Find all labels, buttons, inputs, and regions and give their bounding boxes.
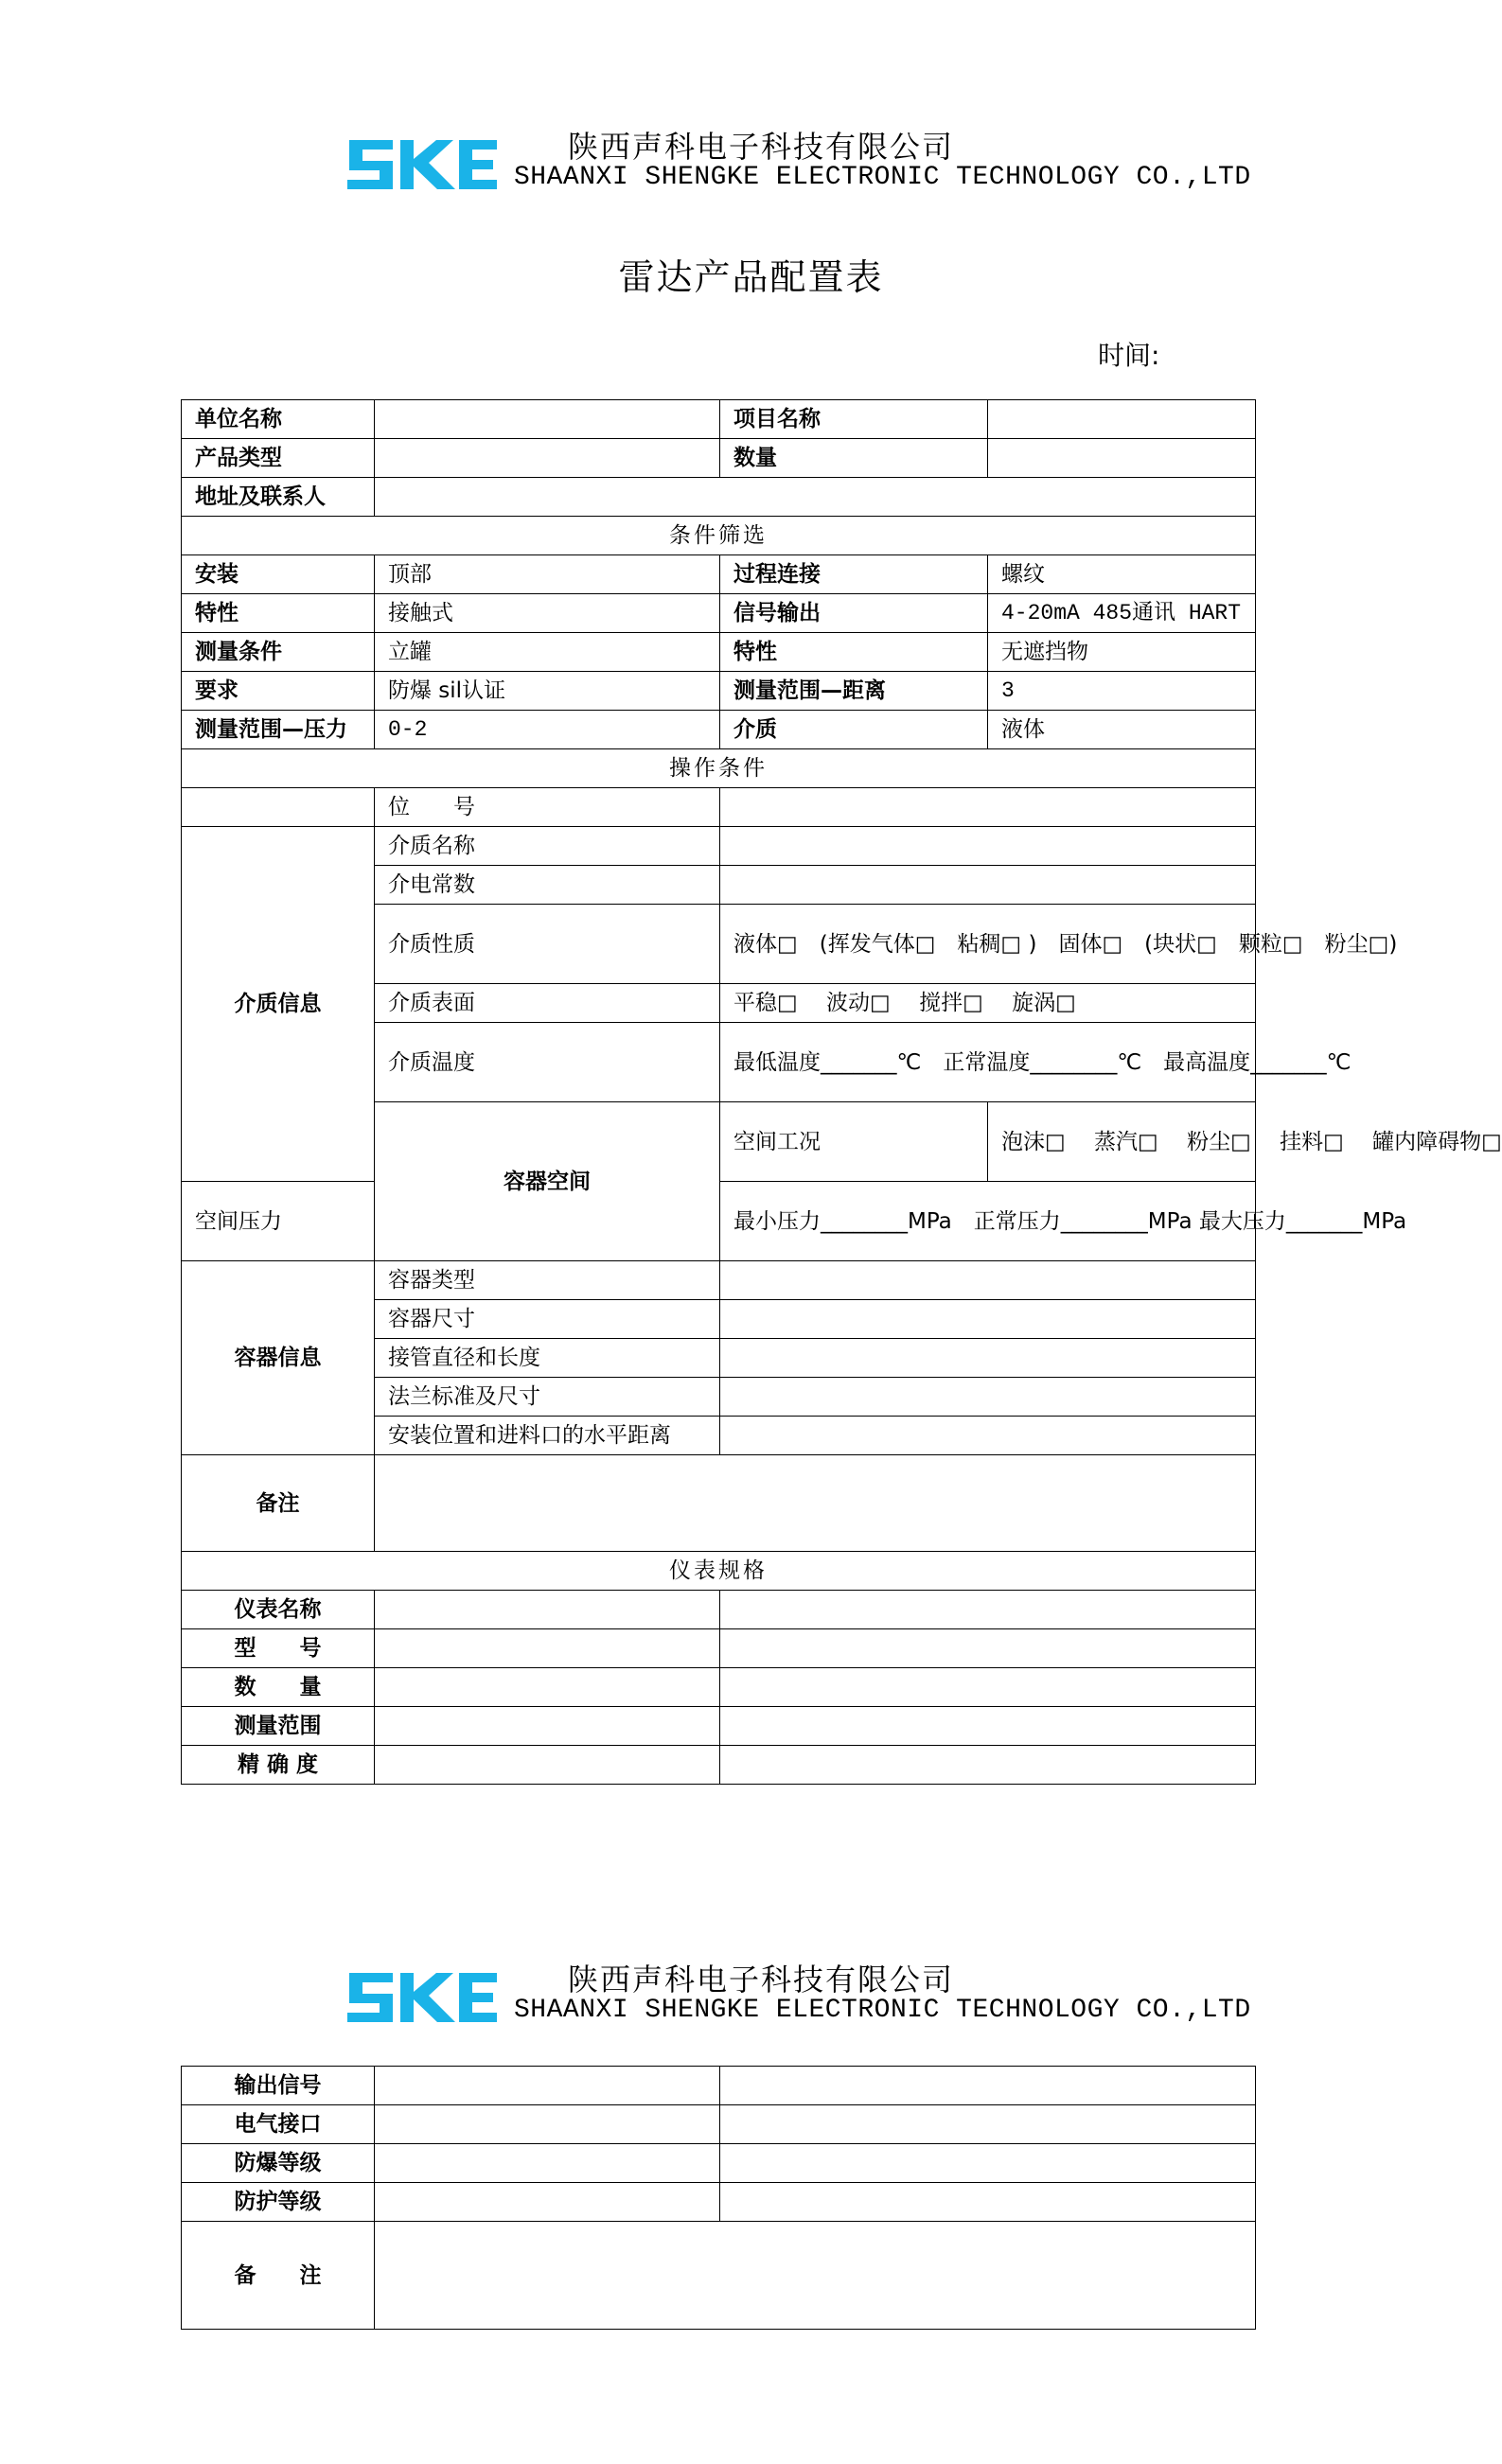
- nozzle-label: 接管直径和长度: [375, 1339, 720, 1378]
- spec-field[interactable]: [720, 1746, 1256, 1785]
- condition-value[interactable]: 无遮挡物: [988, 633, 1256, 672]
- condition-value[interactable]: 螺纹: [988, 555, 1256, 594]
- table-row: [182, 594, 1256, 633]
- space-pressure-field[interactable]: 最小压力________MPa 正常压力________MPa 最大压力_______MPa: [720, 1182, 1256, 1261]
- table-row: [182, 2105, 1256, 2144]
- unit-name-field[interactable]: [375, 400, 720, 439]
- spec2-label: 电气接口: [182, 2105, 375, 2144]
- condition-label: 介质: [720, 711, 988, 749]
- spec2-field[interactable]: [720, 2183, 1256, 2222]
- spec2-field[interactable]: [720, 2067, 1256, 2105]
- condition-label: 信号输出: [720, 594, 988, 633]
- table-row: [182, 400, 1256, 439]
- table-row: [182, 478, 1256, 517]
- medium-surface-options[interactable]: 平稳□ 波动□ 搅拌□ 旋涡□: [720, 984, 1256, 1023]
- spec-field[interactable]: [375, 1707, 720, 1746]
- spec-field[interactable]: [375, 1668, 720, 1707]
- vessel-info-label: 容器信息: [182, 1261, 375, 1455]
- vessel-size-field[interactable]: [720, 1300, 1256, 1339]
- table-row: [182, 827, 1256, 866]
- remarks2-label: 备 注: [182, 2222, 375, 2330]
- condition-label: 测量条件: [182, 633, 375, 672]
- condition-label: 过程连接: [720, 555, 988, 594]
- page-title: 雷达产品配置表: [618, 256, 884, 298]
- spec-label: 仪表名称: [182, 1591, 375, 1629]
- install-position-label: 安装位置和进料口的水平距离: [375, 1417, 720, 1455]
- spec2-field[interactable]: [375, 2183, 720, 2222]
- unit-name-label: 单位名称: [182, 400, 375, 439]
- spec2-field[interactable]: [375, 2067, 720, 2105]
- medium-name-label: 介质名称: [375, 827, 720, 866]
- condition-value[interactable]: 液体: [988, 711, 1256, 749]
- condition-value[interactable]: 防爆 sil认证: [375, 672, 720, 711]
- table-row: [182, 788, 1256, 827]
- spec2-label: 输出信号: [182, 2067, 375, 2105]
- quantity-field[interactable]: [988, 439, 1256, 478]
- spec-field[interactable]: [720, 1591, 1256, 1629]
- company-header: [0, 123, 1502, 199]
- table-row: [182, 633, 1256, 672]
- company-name-cn: 陕西声科电子科技有限公司: [568, 129, 955, 165]
- table-row: [182, 1707, 1256, 1746]
- address-contact-field[interactable]: [375, 478, 1256, 517]
- medium-temp-field[interactable]: 最低温度_______℃ 正常温度________℃ 最高温度_______℃: [720, 1023, 1256, 1102]
- table-row: [182, 1668, 1256, 1707]
- position-no-label: 位 号: [375, 788, 720, 827]
- condition-value[interactable]: 立罐: [375, 633, 720, 672]
- flange-label: 法兰标准及尺寸: [375, 1378, 720, 1417]
- remarks2-field[interactable]: [375, 2222, 1256, 2330]
- dielectric-label: 介电常数: [375, 866, 720, 905]
- remarks-label: 备注: [182, 1455, 375, 1552]
- table-row: [182, 2144, 1256, 2183]
- spec2-label: 防爆等级: [182, 2144, 375, 2183]
- space-pressure-label: 空间压力: [182, 1182, 375, 1261]
- vessel-type-label: 容器类型: [375, 1261, 720, 1300]
- spec-field[interactable]: [720, 1707, 1256, 1746]
- position-no-field[interactable]: [720, 788, 1256, 827]
- config-form-table: [181, 399, 1502, 1785]
- table-row: [182, 2183, 1256, 2222]
- spec-label: 型 号: [182, 1629, 375, 1668]
- company-header: [0, 1956, 1502, 2032]
- time-label: 时间:: [1098, 340, 1160, 371]
- spec-field[interactable]: [720, 1629, 1256, 1668]
- company-name-cn: 陕西声科电子科技有限公司: [568, 1962, 955, 1998]
- condition-value[interactable]: 0-2: [375, 711, 720, 749]
- table-row: [182, 672, 1256, 711]
- install-position-field[interactable]: [720, 1417, 1256, 1455]
- vessel-size-label: 容器尺寸: [375, 1300, 720, 1339]
- section-title-spec: 仪表规格: [182, 1552, 1256, 1591]
- table-row: [182, 1261, 1256, 1300]
- condition-value[interactable]: 顶部: [375, 555, 720, 594]
- ske-logo: [344, 1965, 500, 2032]
- flange-field[interactable]: [720, 1378, 1256, 1417]
- spec2-field[interactable]: [375, 2144, 720, 2183]
- product-type-label: 产品类型: [182, 439, 375, 478]
- table-row: [182, 1746, 1256, 1785]
- condition-value[interactable]: 3: [988, 672, 1256, 711]
- nozzle-field[interactable]: [720, 1339, 1256, 1378]
- table-row: [182, 1629, 1256, 1668]
- vessel-type-field[interactable]: [720, 1261, 1256, 1300]
- company-name-en: SHAANXI SHENGKE ELECTRONIC TECHNOLOGY CO.,LTD: [514, 1996, 1251, 2025]
- table-row: [182, 2067, 1256, 2105]
- medium-name-field[interactable]: [720, 827, 1256, 866]
- condition-label: 特性: [720, 633, 988, 672]
- spec-field[interactable]: [720, 1668, 1256, 1707]
- vessel-space-label: 容器空间: [375, 1102, 720, 1261]
- project-name-field[interactable]: [988, 400, 1256, 439]
- project-name-label: 项目名称: [720, 400, 988, 439]
- ske-logo: [344, 132, 500, 199]
- spec2-field[interactable]: [720, 2144, 1256, 2183]
- space-condition-options[interactable]: 泡沫□ 蒸汽□ 粉尘□ 挂料□ 罐内障碍物□: [988, 1102, 1256, 1182]
- section-title-conditions: 条件筛选: [182, 517, 1256, 555]
- medium-property-label: 介质性质: [375, 905, 720, 984]
- company-name-en: SHAANXI SHENGKE ELECTRONIC TECHNOLOGY CO.,LTD: [514, 163, 1251, 192]
- spec-continued-table: [181, 2066, 1256, 2330]
- spec2-field[interactable]: [375, 2105, 720, 2144]
- quantity-label: 数量: [720, 439, 988, 478]
- table-row: [182, 1591, 1256, 1629]
- remarks-field[interactable]: [375, 1455, 1256, 1552]
- address-contact-label: 地址及联系人: [182, 478, 375, 517]
- product-type-field[interactable]: [375, 439, 720, 478]
- spec-field[interactable]: [375, 1591, 720, 1629]
- spec-label: 精 确 度: [182, 1746, 375, 1785]
- condition-label: 测量范围—距离: [720, 672, 988, 711]
- table-row: [182, 2222, 1256, 2330]
- condition-value[interactable]: 接触式: [375, 594, 720, 633]
- spec-label: 数 量: [182, 1668, 375, 1707]
- condition-value[interactable]: 4-20mA 485通讯 HART: [988, 594, 1256, 633]
- table-row: [182, 711, 1256, 749]
- spec-field[interactable]: [375, 1629, 720, 1668]
- space-condition-label: 空间工况: [720, 1102, 988, 1182]
- section-row: [182, 749, 1256, 788]
- dielectric-field[interactable]: [720, 866, 1256, 905]
- condition-label: 特性: [182, 594, 375, 633]
- spec2-field[interactable]: [720, 2105, 1256, 2144]
- spec-label: 测量范围: [182, 1707, 375, 1746]
- section-row: [182, 517, 1256, 555]
- medium-temp-label: 介质温度: [375, 1023, 720, 1102]
- table-row: [182, 439, 1256, 478]
- condition-label: 测量范围—压力: [182, 711, 375, 749]
- section-title-operation: 操作条件: [182, 749, 1256, 788]
- table-row: [182, 555, 1256, 594]
- medium-surface-label: 介质表面: [375, 984, 720, 1023]
- medium-property-options[interactable]: 液体□ (挥发气体□ 粘稠□ ) 固体□ (块状□ 颗粒□ 粉尘□): [720, 905, 1256, 984]
- spec2-label: 防护等级: [182, 2183, 375, 2222]
- condition-label: 安装: [182, 555, 375, 594]
- table-row: [182, 1455, 1256, 1552]
- condition-label: 要求: [182, 672, 375, 711]
- spec-field[interactable]: [375, 1746, 720, 1785]
- medium-info-label: 介质信息: [182, 827, 375, 1182]
- section-row: [182, 1552, 1256, 1591]
